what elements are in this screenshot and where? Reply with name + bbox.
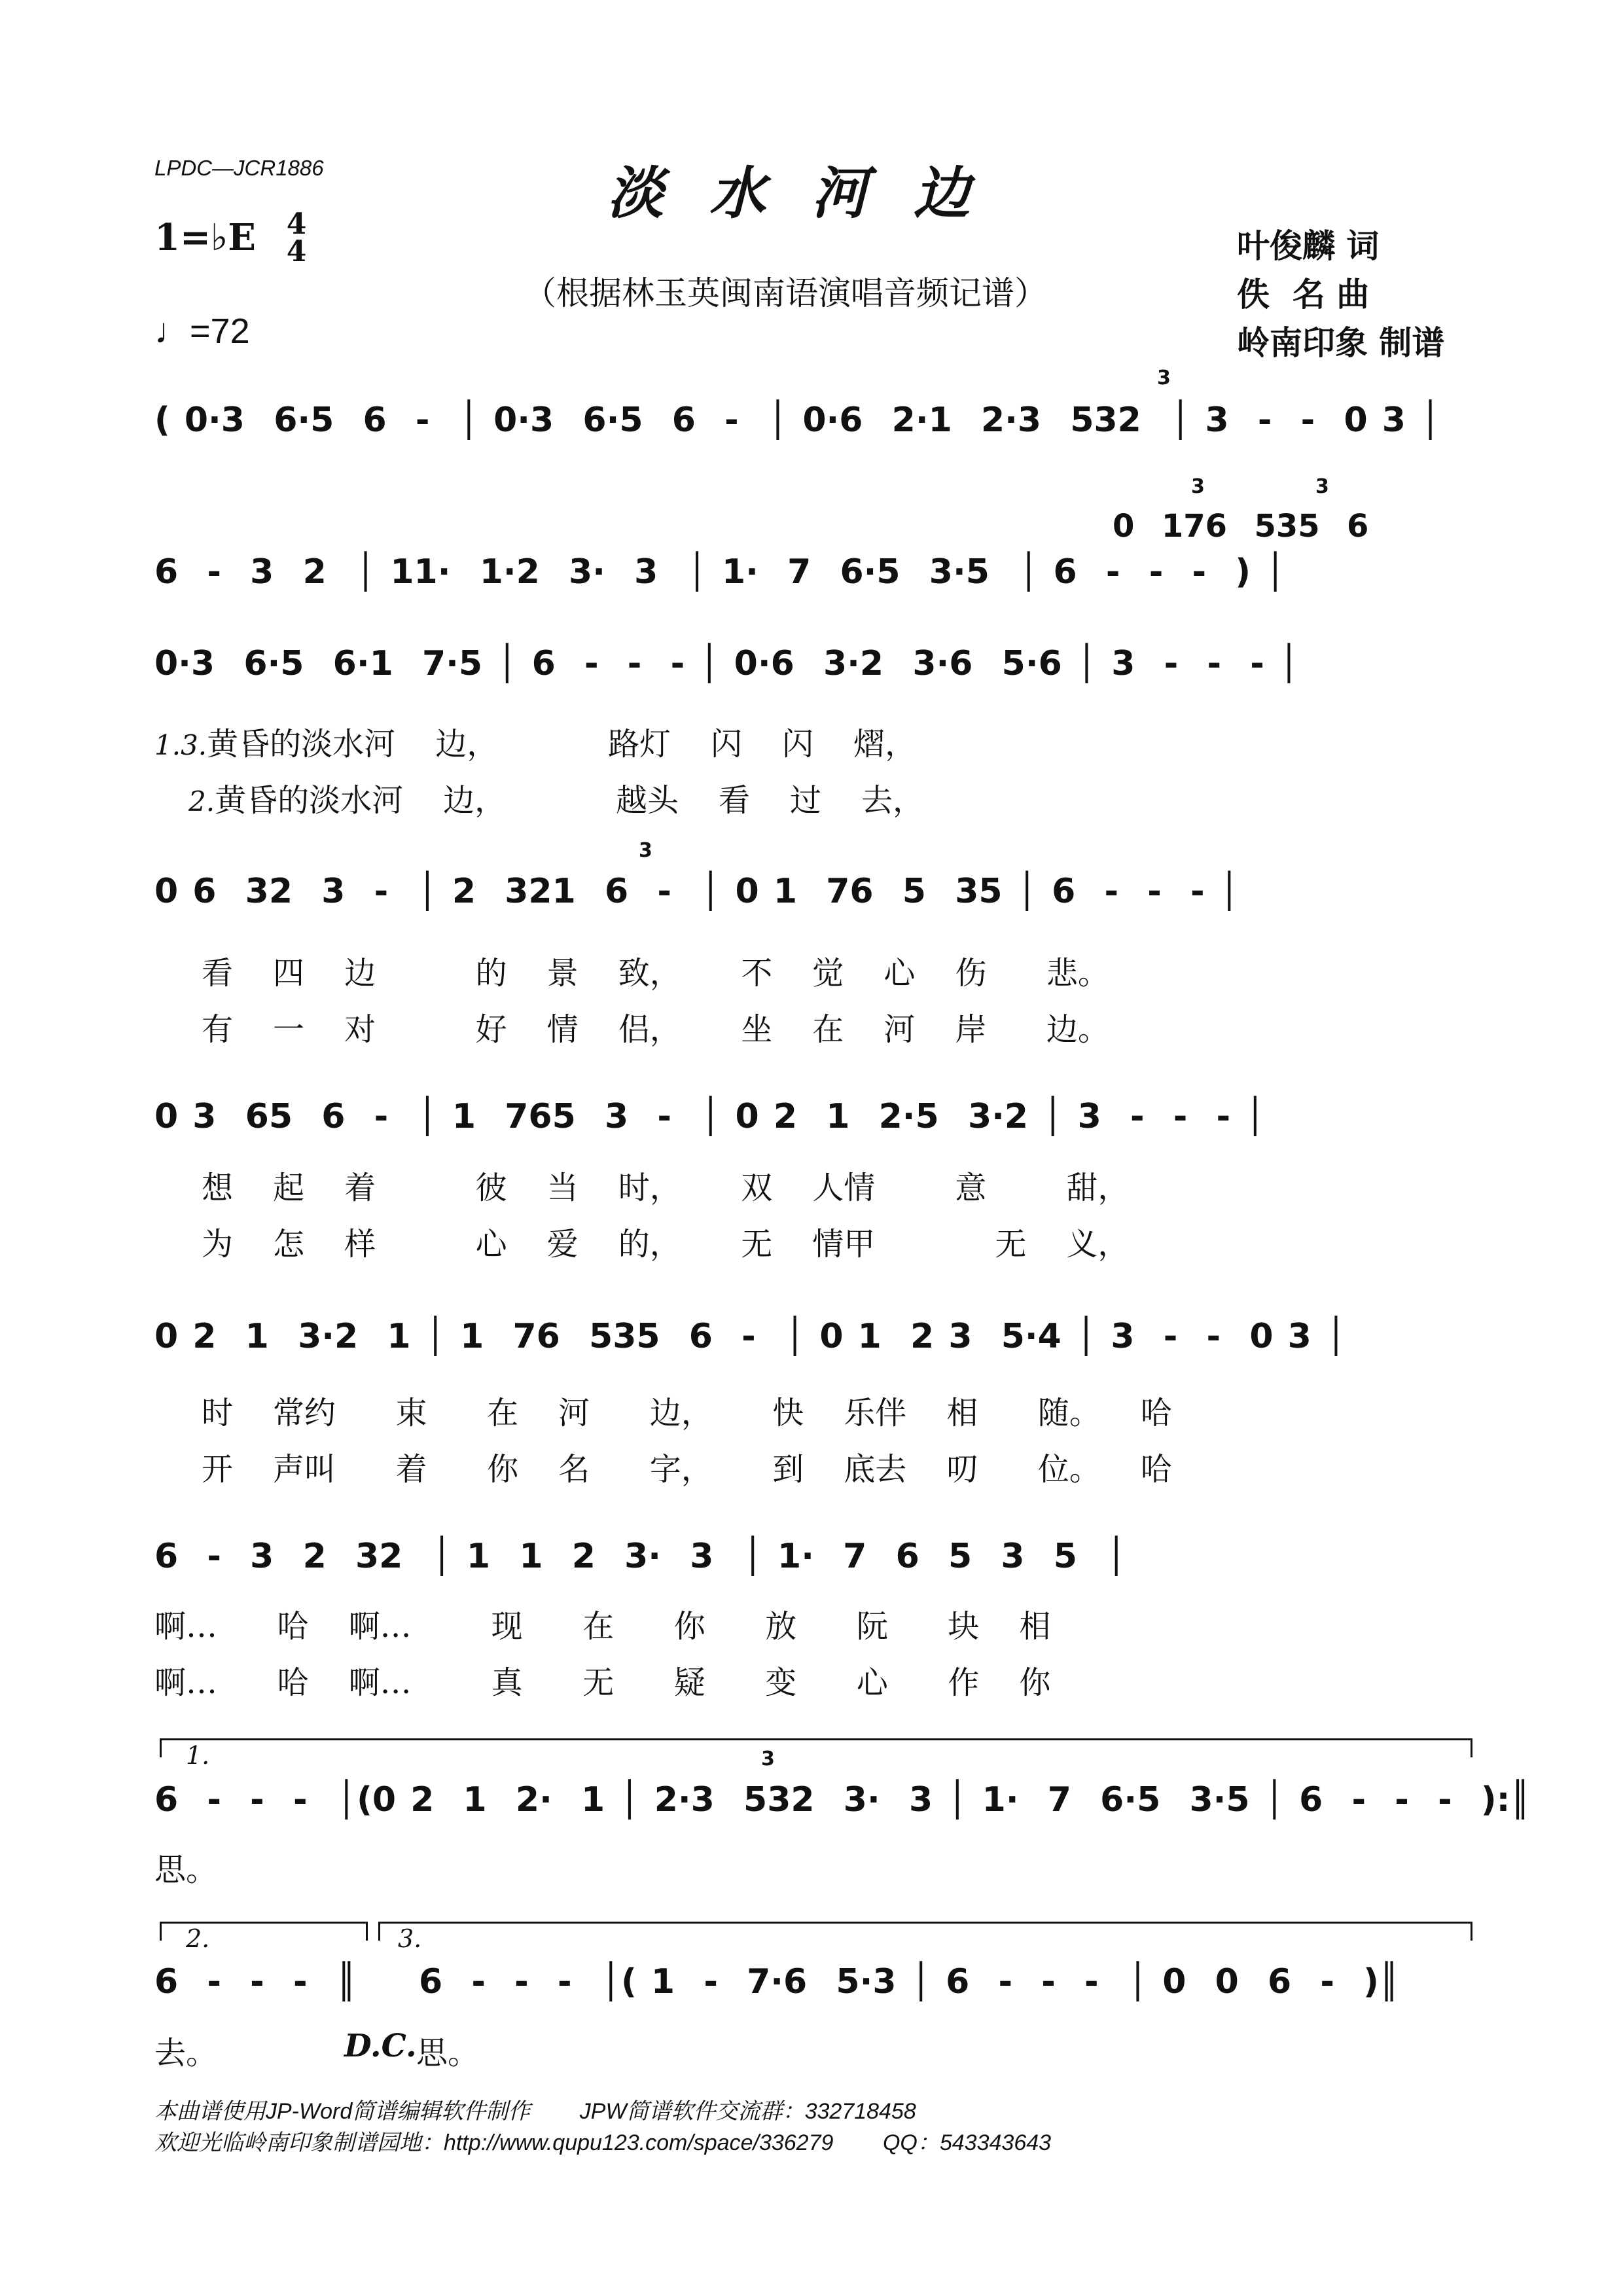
notation-row: 0 6 32 3 - │ 2 321 6 - │ 0 1 76 5 35 │ 6 - - - │	[154, 872, 1240, 911]
volta-bracket	[160, 1738, 1472, 1757]
notation-row: ( 0·3 6·5 6 - │ 0·3 6·5 6 - │ 0·6 2·1 2·3 532 │ 3 - - 0 3 │	[154, 401, 1441, 440]
notation-row: 0·3 6·5 6·1 7·5 │ 6 - - - │ 0·6 3·2 3·6 5·6 │ 3 - - - │	[154, 644, 1300, 683]
lyric-line: 有 一 对 好 情 侣， 坐 在 河 岸 边。	[202, 1011, 1109, 1048]
time-top: 4	[286, 207, 307, 241]
notation-row: 6 - - - │( 1 - 7·6 5·3 │ 6 - - - │ 0 0 6 - )║	[419, 1962, 1400, 2001]
lyric-line: 为 怎 样 心 爱 的， 无 情甲 无 义，	[202, 1226, 1130, 1263]
lyric-text: 黄昏的淡水河 边， 越头 看 过 去，	[215, 782, 925, 819]
arranger: 岭南印象 制谱	[1237, 323, 1445, 362]
lyric-line: 看 四 边 的 景 致， 不 觉 心 伤 悲。	[202, 955, 1109, 992]
volta-bracket	[378, 1922, 1472, 1941]
notation-row: 6 - - - ║	[154, 1962, 357, 2001]
page-title: 淡水河边	[607, 160, 1016, 226]
lyric-line: 想 起 着 彼 当 时， 双 人情 意 甜，	[202, 1170, 1130, 1206]
volta-label: 2.	[186, 1924, 210, 1953]
verse-number: 1.3.	[154, 729, 207, 761]
lyric-line: 开 声叫 着 你 名 字， 到 底去 叨 位。 哈	[202, 1451, 1172, 1488]
quarter-note-icon: ♩	[154, 312, 190, 351]
dc-marking: D.C.	[344, 2028, 417, 2064]
footer-line: 欢迎光临岭南印象制谱园地：http://www.qupu123.com/space/336279 QQ：543343643	[154, 2130, 1052, 2155]
composer: 佚 名 曲	[1237, 275, 1370, 314]
volta-label: 1.	[186, 1741, 210, 1770]
lyric-line: 时 常约 束 在 河 边， 快 乐伴 相 随。 哈	[202, 1395, 1172, 1431]
notation-row: 0 3 65 6 - │ 1 765 3 - │ 0 2 1 2·5 3·2 │ 3 - - - │	[154, 1097, 1266, 1136]
lyric-line: 思。	[416, 2035, 480, 2072]
lyric-line: 思。	[154, 1852, 218, 1888]
triplet-mark: 3	[639, 839, 652, 862]
notation-row: 6 - - - │(0 2 1 2· 1 │ 2·3 532 3· 3 │ 1· 7 6·5 3·5 │ 6 - - - ):║	[154, 1780, 1531, 1820]
subtitle: （根据林玉英闽南语演唱音频记谱）	[524, 274, 1047, 312]
lyric-line: 去。	[154, 2035, 218, 2072]
triplet-mark: 3	[1157, 367, 1171, 389]
volta-label: 3.	[398, 1924, 422, 1953]
verse-number: 2.	[188, 785, 215, 817]
triplet-mark: 3	[761, 1748, 775, 1770]
notation-row-upper: 0 176 535 6	[1113, 508, 1369, 545]
time-bottom: 4	[286, 235, 307, 268]
lyric-line	[188, 775, 1510, 820]
lyric-line: 啊… 哈 啊… 真 无 疑 变 心 作 你	[154, 1664, 1051, 1701]
triplet-mark: 3	[1191, 475, 1205, 498]
lyricist: 叶俊麟 词	[1237, 226, 1380, 265]
score-code: LPDC—JCR1886	[154, 156, 324, 180]
key-signature: 1=♭E	[154, 216, 256, 259]
tempo-value: =72	[190, 312, 250, 351]
lyric-line	[154, 719, 1476, 764]
footer-line: 本曲谱使用JP-Word简谱编辑软件制作 JPW简谱软件交流群：332718458	[154, 2099, 916, 2124]
time-signature	[285, 207, 308, 268]
lyric-line: 啊… 哈 啊… 现 在 你 放 阮 块 相	[154, 1608, 1051, 1645]
tempo	[154, 311, 250, 351]
lyric-text: 黄昏的淡水河 边， 路灯 闪 闪 熠，	[207, 726, 917, 762]
notation-row: 6 - 3 2 │ 11· 1·2 3· 3 │ 1· 7 6·5 3·5 │ 6 - - - ) │	[154, 552, 1286, 592]
notation-row: 6 - 3 2 32 │ 1 1 2 3· 3 │ 1· 7 6 5 3 5 │	[154, 1537, 1127, 1576]
notation-row: 0 2 1 3·2 1 │ 1 76 535 6 - │ 0 1 2 3 5·4 │ 3 - - 0 3 │	[154, 1317, 1347, 1356]
triplet-mark: 3	[1315, 475, 1329, 498]
